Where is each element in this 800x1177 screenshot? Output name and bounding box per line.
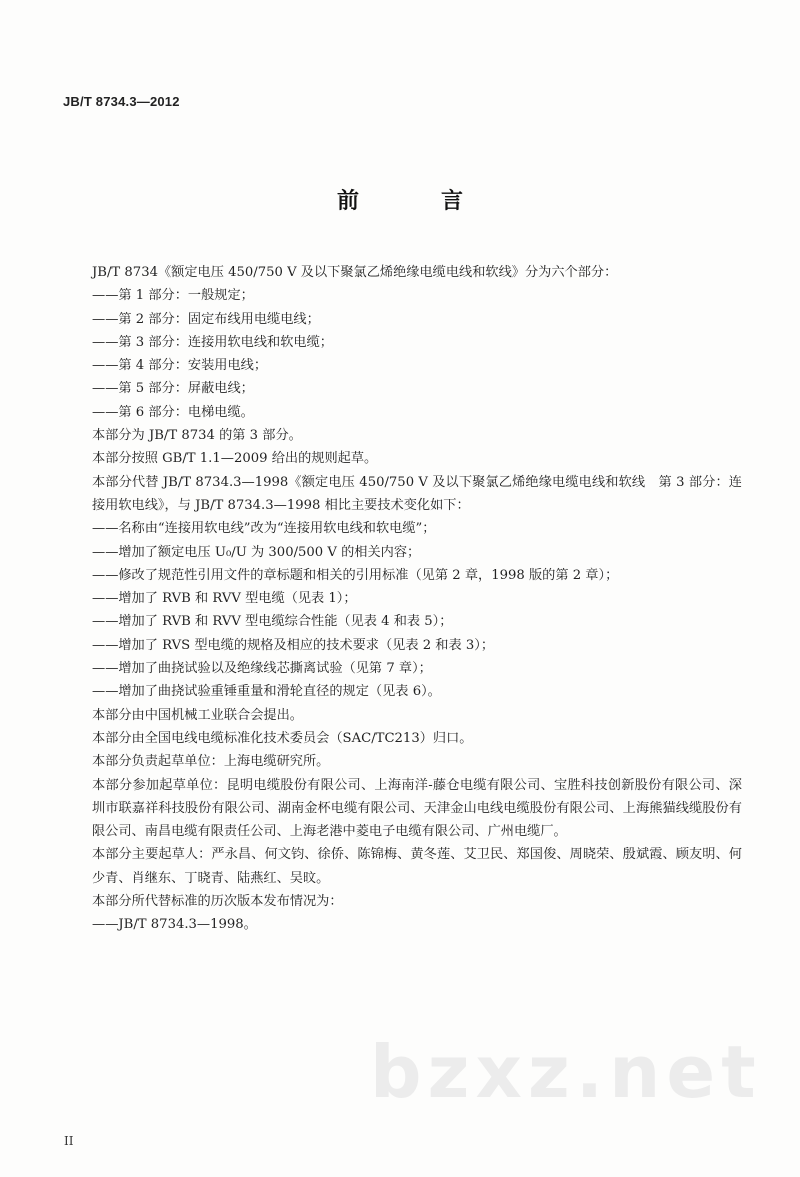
list-item: ——增加了曲挠试验重锤重量和滑轮直径的规定（见表 6）。 <box>92 684 441 700</box>
list-item: ——第 4 部分：安装用电线； <box>92 358 268 374</box>
document-code: JB/T 8734.3—2012 <box>63 94 180 109</box>
list-item: ——增加了曲挠试验以及绝缘线芯撕离试验（见第 7 章）； <box>92 661 432 677</box>
paragraph: 本部分按照 GB/T 1.1—2009 给出的规则起草。 <box>92 451 378 467</box>
paragraph: 本部分由中国机械工业联合会提出。 <box>92 707 303 723</box>
paragraph: 本部分为 JB/T 8734 的第 3 部分。 <box>92 428 302 444</box>
list-item: ——增加了 RVB 和 RVV 型电缆综合性能（见表 4 和表 5）； <box>92 614 453 630</box>
list-item: ——第 1 部分：一般规定； <box>92 288 254 304</box>
list-item: ——增加了额定电压 U₀/U 为 300/500 V 的相关内容； <box>92 544 421 560</box>
list-item: ——修改了规范性引用文件的章标题和相关的引用标准（见第 2 章，1998 版的第 2 章）； <box>92 567 619 583</box>
list-item: ——JB/T 8734.3—1998。 <box>92 917 257 933</box>
list-item: ——第 2 部分：固定布线用电缆电线； <box>92 311 320 327</box>
list-item: ——增加了 RVB 和 RVV 型电缆（见表 1）； <box>92 591 357 607</box>
foreword-body <box>66 261 742 937</box>
page-number: II <box>64 1134 74 1148</box>
paragraph: 本部分所代替标准的历次版本发布情况为： <box>92 894 343 910</box>
list-item: ——增加了 RVS 型电缆的规格及相应的技术要求（见表 2 和表 3）； <box>92 637 495 653</box>
paragraph: 本部分负责起草单位：上海电缆研究所。 <box>92 754 330 770</box>
paragraph: 本部分代替 JB/T 8734.3—1998《额定电压 450/750 V 及以下聚氯乙烯绝缘电缆电线和软线 第 3 部分：连接用软电线》，与 JB/T 8734.3—1998 相比主要技术变化如下： <box>92 474 742 513</box>
list-item: ——第 6 部分：电梯电缆。 <box>92 404 254 420</box>
list-item: ——第 3 部分：连接用软电线和软电缆； <box>92 334 333 350</box>
paragraph: 本部分主要起草人：严永昌、何文钧、徐侨、陈锦梅、黄冬莲、艾卫民、郑国俊、周晓荣、殷斌霞、顾友明、何少青、肖继东、丁晓青、陆燕红、吴旼。 <box>92 847 742 886</box>
paragraph: 本部分由全国电线电缆标准化技术委员会（SAC/TC213）归口。 <box>92 730 473 746</box>
paragraph: 本部分参加起草单位：昆明电缆股份有限公司、上海南洋-藤仓电缆有限公司、宝胜科技创新股份有限公司、深圳市联嘉祥科技股份有限公司、湖南金杯电缆有限公司、天津金山电线电缆股份有限公司、上海熊猫线缆股份有限公司、南昌电缆有限责任公司、上海老港中菱电子电缆有限公司、广州电缆厂。 <box>92 777 742 840</box>
watermark: bzxz.net <box>370 1030 762 1114</box>
paragraph: JB/T 8734《额定电压 450/750 V 及以下聚氯乙烯绝缘电缆电线和软线》分为六个部分： <box>92 265 618 280</box>
list-item: ——名称由“连接用软电线”改为“连接用软电线和软电缆”； <box>92 521 436 537</box>
page-title: 前 言 <box>336 189 493 214</box>
list-item: ——第 5 部分：屏蔽电线； <box>92 381 254 397</box>
